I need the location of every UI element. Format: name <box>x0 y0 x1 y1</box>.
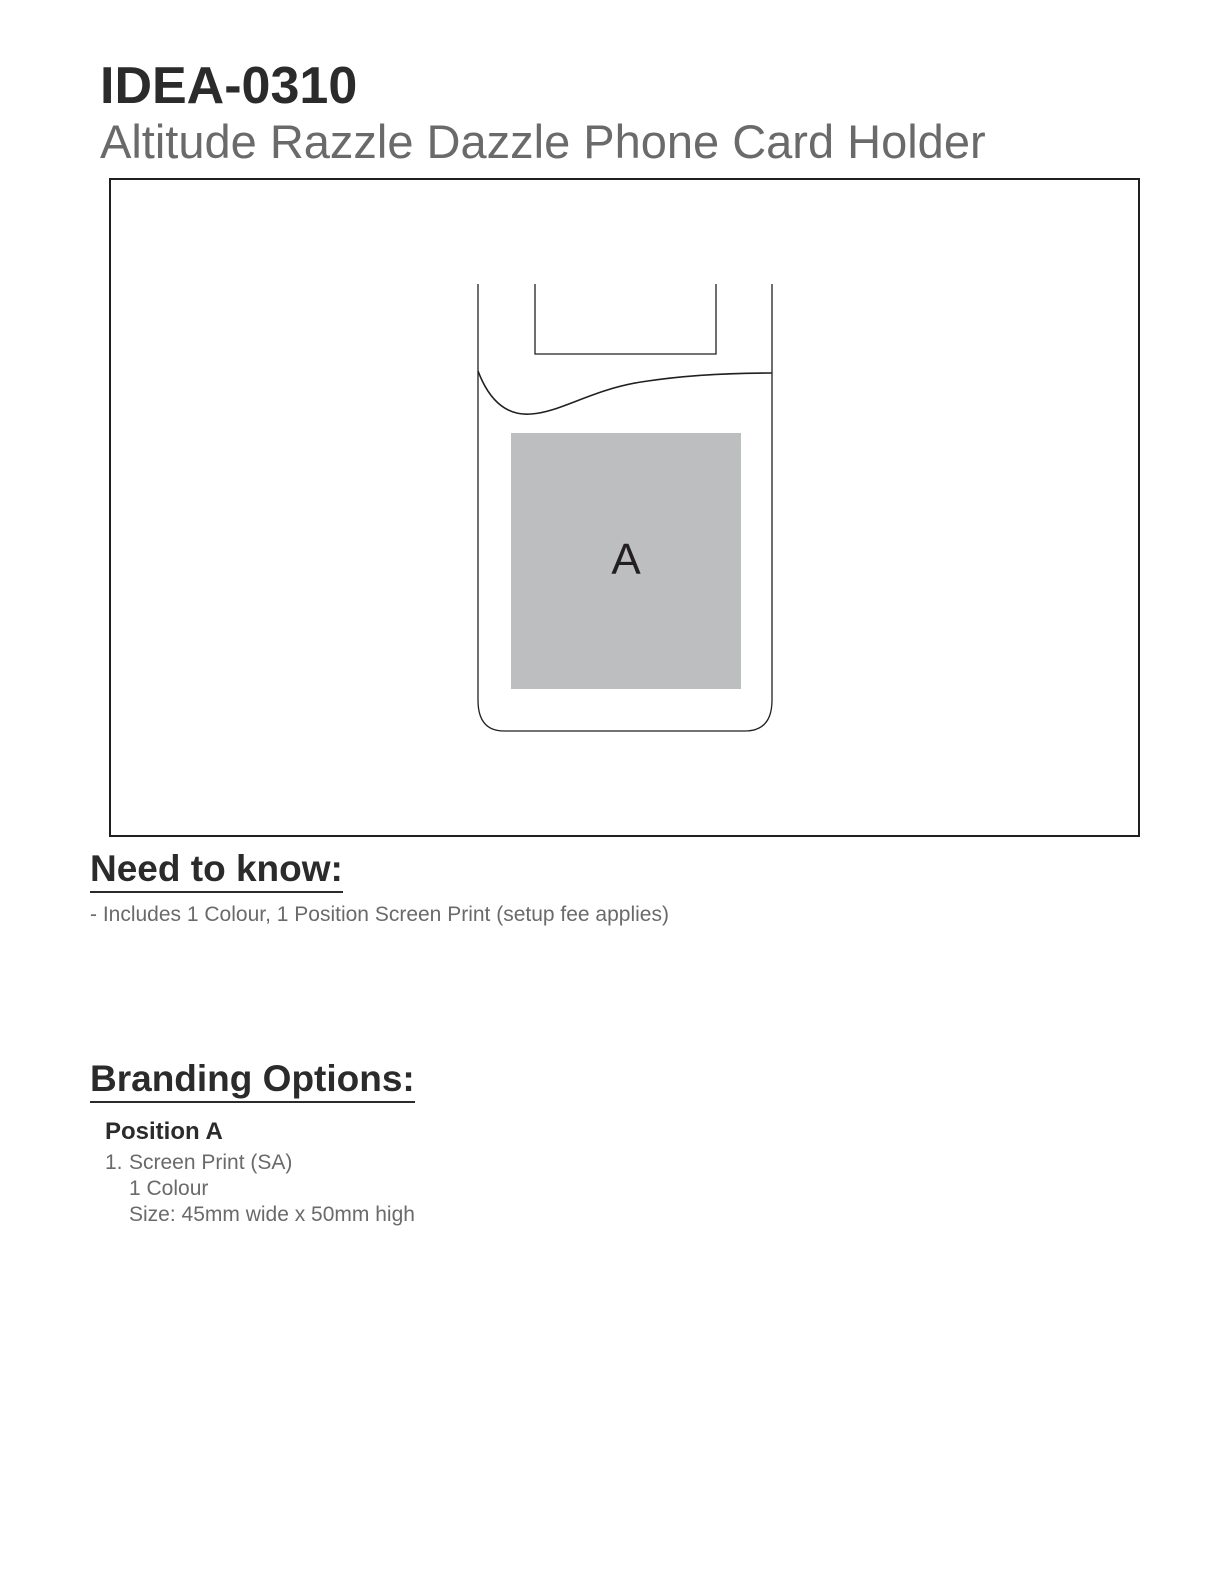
card-slot-outline <box>535 284 716 354</box>
card-holder-drawing <box>111 180 1138 835</box>
option-size: Size: 45mm wide x 50mm high <box>129 1203 415 1226</box>
option-method: Screen Print (SA) <box>129 1151 293 1174</box>
need-to-know-heading: Need to know: <box>90 847 343 893</box>
print-area-label: A <box>611 535 641 584</box>
option-colours: 1 Colour <box>129 1177 209 1200</box>
product-illustration-frame <box>109 178 1140 837</box>
product-code: IDEA-0310 <box>100 57 358 115</box>
branding-options-heading: Branding Options: <box>90 1057 415 1103</box>
product-name: Altitude Razzle Dazzle Phone Card Holder <box>100 115 986 168</box>
pocket-curve <box>478 371 772 414</box>
option-number: 1. <box>105 1151 123 1174</box>
position-a-heading: Position A <box>105 1118 223 1145</box>
need-to-know-note: - Includes 1 Colour, 1 Position Screen Print (setup fee applies) <box>90 903 669 926</box>
